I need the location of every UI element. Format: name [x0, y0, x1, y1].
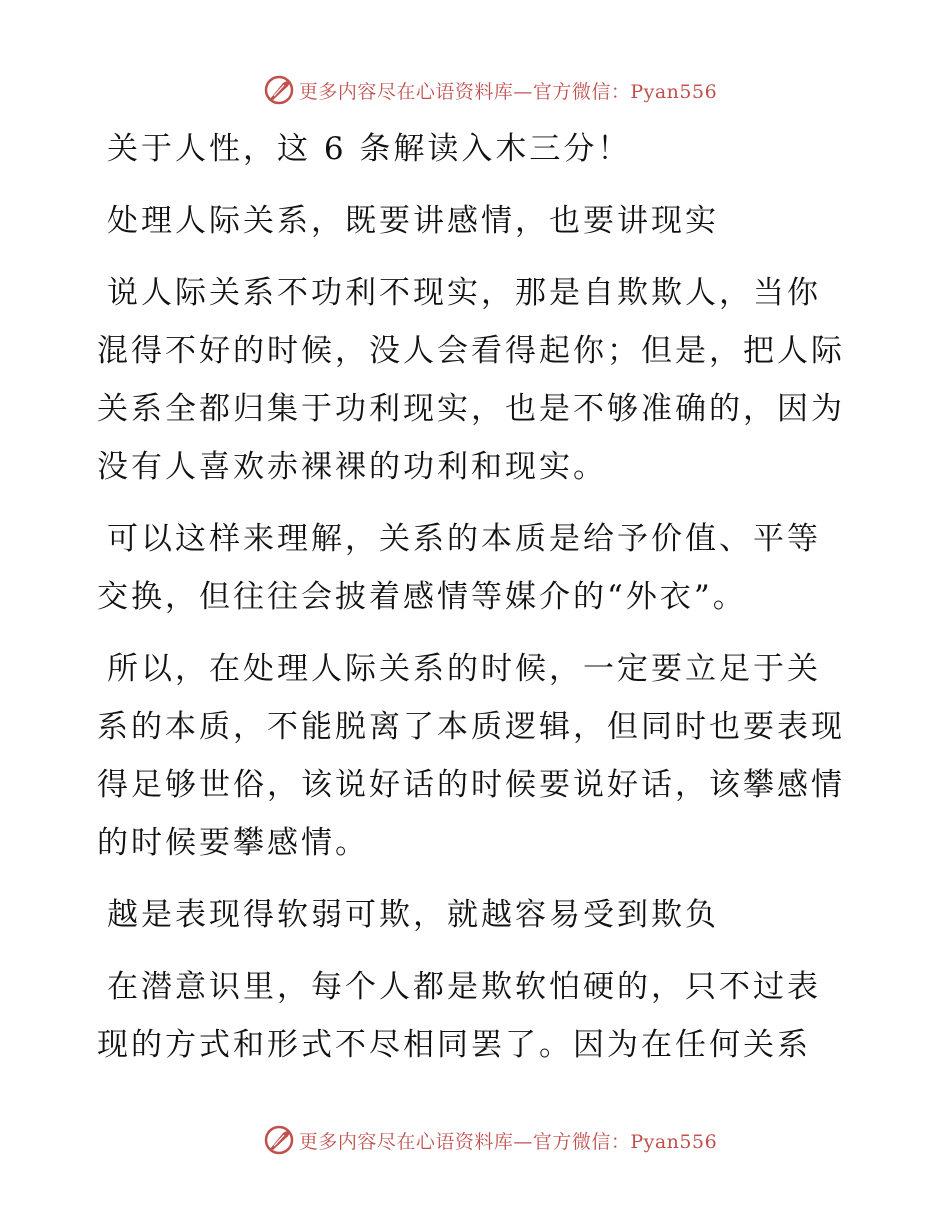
text-line: 在潜意识里，每个人都是欺软怕硬的，只不过表: [107, 969, 821, 1005]
watermark-text: 更多内容尽在心语资料库—官方微信：Pyan556: [298, 1130, 718, 1153]
text-line: 说人际关系不功利不现实，那是自欺欺人，当你: [107, 275, 821, 311]
title-line: 关于人性，这 6 条解读入木三分！: [107, 131, 632, 167]
text-line: 混得不好的时候，没人会看得起你；但是，把人际: [97, 333, 845, 369]
watermark-text: 更多内容尽在心语资料库—官方微信：Pyan556: [298, 80, 718, 103]
text-line: 现的方式和形式不尽相同罢了。因为在任何关系: [97, 1027, 811, 1063]
body-paragraph-1: [97, 264, 857, 496]
header-watermark-banner: [0, 68, 950, 112]
text-line: 交换，但往往会披着感情等媒介的“外衣”。: [97, 579, 747, 615]
heading-paragraph-1: [97, 192, 857, 250]
heading-line: 处理人际关系，既要讲感情，也要讲现实: [107, 203, 719, 239]
text-line: 系的本质，不能脱离了本质逻辑，但同时也要表现: [97, 709, 845, 745]
text-line: 得足够世俗，该说好话的时候要说好话，该攀感情: [97, 767, 845, 803]
body-paragraph-3: [97, 640, 857, 872]
text-line: 的时候要攀感情。: [97, 825, 369, 861]
heading-paragraph-2: [97, 886, 857, 944]
text-line: 关系全都归集于功利现实，也是不够准确的，因为: [97, 391, 845, 427]
quill-logo-icon: [263, 1124, 295, 1156]
document-body: [97, 118, 857, 1074]
heading-line: 越是表现得软弱可欺，就越容易受到欺负: [107, 897, 719, 933]
quill-logo-icon: [263, 74, 295, 106]
footer-watermark-banner: [0, 1118, 950, 1162]
text-line: 可以这样来理解，关系的本质是给予价值、平等: [107, 521, 821, 557]
text-line: 所以，在处理人际关系的时候，一定要立足于关: [107, 651, 821, 687]
text-line: 没有人喜欢赤裸裸的功利和现实。: [97, 449, 607, 485]
body-paragraph-4: [97, 958, 857, 1074]
title-paragraph: [97, 120, 857, 178]
body-paragraph-2: [97, 510, 857, 626]
